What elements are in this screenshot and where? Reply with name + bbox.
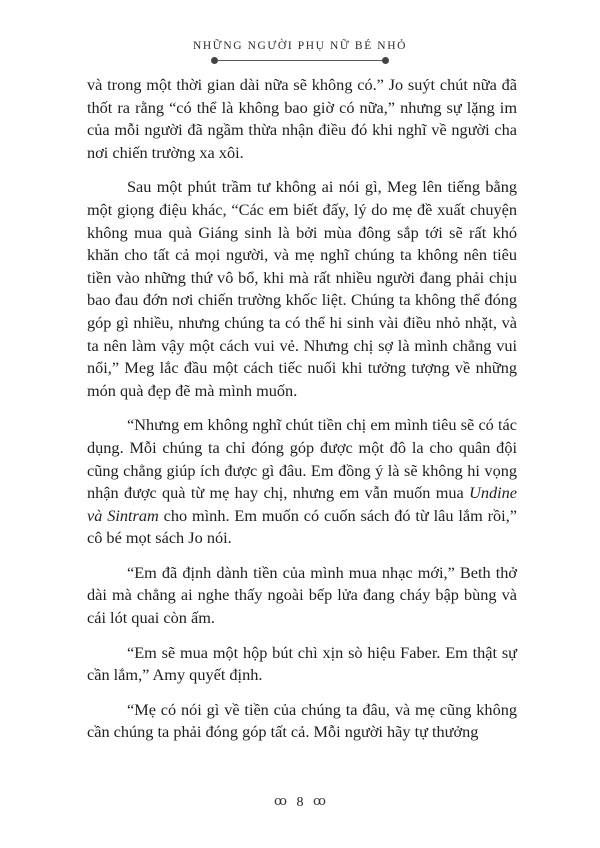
book-title: Undine và Sintram [87,483,517,525]
paragraph-3-before: “Nhưng em không nghĩ chút tiền chị em mình tiêu sẽ có tác dụng. Mỗi chúng ta chỉ đóng góp được một đô la cho quân đội cũng chẳng giúp ích được gì đâu. Em đồng ý là sẽ không hi vọng nhận được quà từ mẹ hay chị, nhưng em vẫn muốn mua [87,415,517,503]
paragraph-4: “Em đã định dành tiền của mình mua nhạc mới,” Beth thở dài mà chẳng ai nghe thấy ngoài bếp lửa đang cháy bập bùng và cái lót quai còn ấm. [87,562,517,628]
paragraph-3-after: cho mình. Em muốn có cuốn sách đó từ lâu lắm rồi,” cô bé mọt sách Jo nói. [87,505,517,548]
paragraph-2: Sau một phút trầm tư không ai nói gì, Meg lên tiếng bằng một giọng điệu khác, “Các em biết đấy, lý do mẹ đề xuất chuyện không mua quà Giáng sinh là bởi mùa đông sắp tới sẽ rất khó khăn cho tất cả mọi người, và mẹ nghĩ chúng ta không nên tiêu tiền vào những thứ vô bổ, khi mà rất nhiều người đang phải chịu bao đau đớn nơi chiến trường khốc liệt. Chúng ta không thể đóng góp gì nhiều, nhưng chúng ta có thể hi sinh vài điều nhỏ nhặt, và ta nên làm vậy một cách vui vẻ. Nhưng chị sợ là mình chẳng vui nổi,” Meg lắc đầu một cách tiếc nuối khi tưởng tượng về những món quà đẹp đẽ mà mình muốn. [87,177,517,400]
page-footer [0,793,600,811]
paragraph-6: “Mẹ có nói gì về tiền của chúng ta đâu, và mẹ cũng không cần chúng ta phải đóng góp tất cả. Mỗi người hãy tự thưởng [87,699,517,742]
paragraph-5: “Em sẽ mua một hộp bút chì xịn sò hiệu Faber. Em thật sự cần lắm,” Amy quyết định. [87,642,517,685]
running-header: NHỮNG NGƯỜI PHỤ NỮ BÉ NHỎ [192,40,408,52]
paragraph-1: và trong một thời gian dài nữa sẽ không có.” Jo suýt chút nữa đã thốt ra rằng “có thể là không bao giờ có nữa,” nhưng sự lặng im của mỗi người đã ngầm thừa nhận điều đó khi nghĩ về người cha nơi chiến trường xa xôi. [87,75,517,162]
body-text [87,74,517,756]
ornament-left-icon: ꝏ [274,793,287,808]
ornament-right-icon: ꝏ [313,793,326,808]
page-number: 8 [296,795,304,810]
paragraph-3 [87,414,517,550]
header-rule-ornament [211,57,389,65]
rule-line [217,60,383,61]
rule-dot-right [382,57,389,64]
